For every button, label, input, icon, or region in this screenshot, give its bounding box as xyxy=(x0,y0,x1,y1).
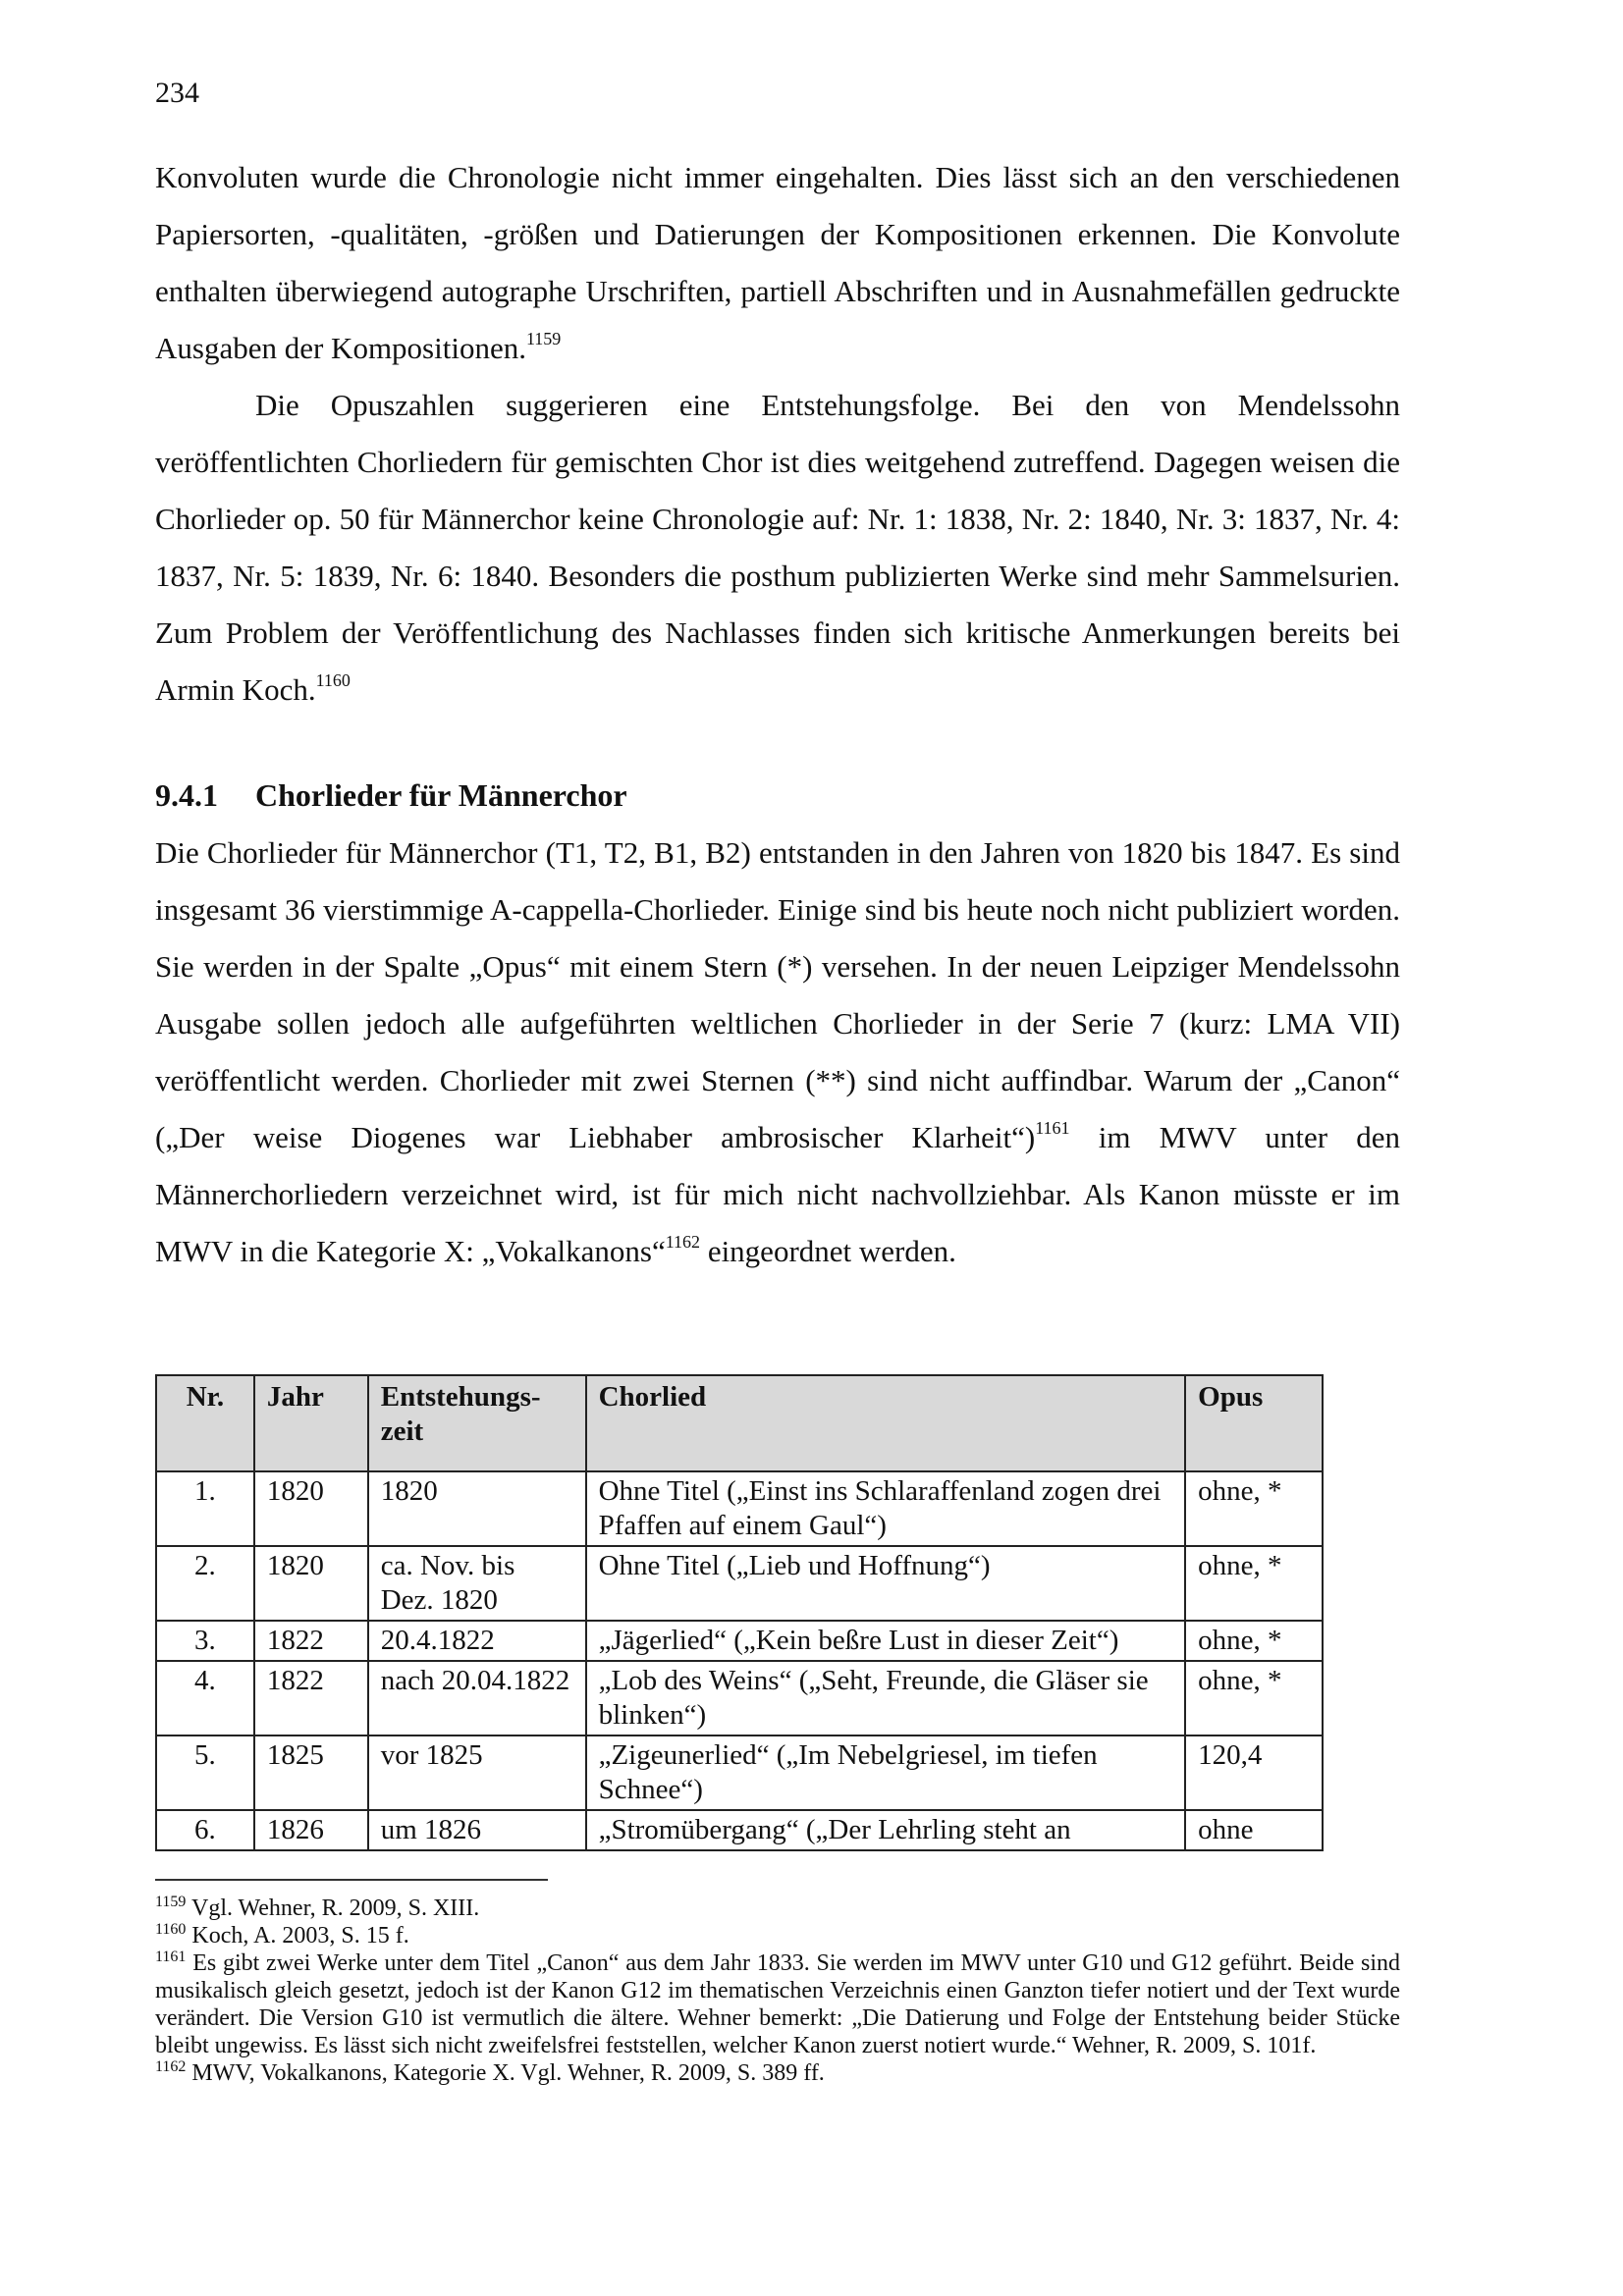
cell-zeit: 20.4.1822 xyxy=(368,1621,586,1661)
header-jahr: Jahr xyxy=(254,1375,368,1471)
cell-nr: 5. xyxy=(156,1735,254,1810)
cell-nr: 6. xyxy=(156,1810,254,1850)
cell-chorlied: Ohne Titel („Lieb und Hoffnung“) xyxy=(586,1546,1186,1621)
cell-chorlied: „Stromübergang“ („Der Lehrling steht an xyxy=(586,1810,1186,1850)
footnote-text: Es gibt zwei Werke unter dem Titel „Canon“ aus dem Jahr 1833. Sie werden im MWV unter G10 und G12 geführt. Beide sind musikalisch gleich gesetzt, jedoch ist der Kanon G12 im thematischen Verzeichnis einen Ganzton tiefer notiert und der Text wurde verändert. Die Version G10 ist vermutlich die ältere. Wehner bemerkt: „Die Datierung und Folge der Entstehung beider Stücke bleibt ungewiss. Es lässt sich nicht zweifelsfrei feststellen, welcher Kanon zuerst notiert wurde.“ Wehner, R. 2009, S. 101f. xyxy=(155,1950,1401,2058)
table-row xyxy=(156,1735,1323,1810)
footnote-ref-1159[interactable]: 1159 xyxy=(525,329,562,348)
cell-nr: 3. xyxy=(156,1621,254,1661)
cell-chorlied: „Lob des Weins“ („Seht, Freunde, die Gläser sie blinken“) xyxy=(586,1661,1186,1735)
section-body-part-c: eingeordnet werden. xyxy=(700,1234,956,1268)
header-opus: Opus xyxy=(1185,1375,1323,1471)
footnote-ref-1162[interactable]: 1162 xyxy=(665,1232,701,1252)
footnote-1162 xyxy=(155,2059,1400,2087)
cell-jahr: 1826 xyxy=(254,1810,368,1850)
cell-opus: ohne, * xyxy=(1185,1471,1323,1546)
paragraph-2-text: Die Opuszahlen suggerieren eine Entstehungsfolge. Bei den von Mendelssohn veröffentlichten Chorliedern für gemischten Chor ist dies weitgehend zutreffend. Dagegen weisen die Chorlieder op. 50 für Männerchor keine Chronologie auf: Nr. 1: 1838, Nr. 2: 1840, Nr. 3: 1837, Nr. 4: 1837, Nr. 5: 1839, Nr. 6: 1840. Besonders die posthum publizierten Werke sind mehr Sammelsurien. Zum Problem der Veröffentlichung des Nachlasses finden sich kritische Anmerkungen bereits bei Armin Koch. xyxy=(155,388,1400,707)
cell-jahr: 1825 xyxy=(254,1735,368,1810)
cell-zeit: ca. Nov. bis Dez. 1820 xyxy=(368,1546,586,1621)
footnote-1160 xyxy=(155,1922,1400,1949)
cell-opus: ohne, * xyxy=(1185,1661,1323,1735)
cell-zeit: nach 20.04.1822 xyxy=(368,1661,586,1735)
table-row xyxy=(156,1661,1323,1735)
section-paragraph xyxy=(155,825,1400,1280)
section-number: 9.4.1 xyxy=(155,777,218,813)
cell-chorlied: „Zigeunerlied“ („Im Nebelgriesel, im tiefen Schnee“) xyxy=(586,1735,1186,1810)
cell-nr: 2. xyxy=(156,1546,254,1621)
header-nr: Nr. xyxy=(156,1375,254,1471)
cell-opus: ohne xyxy=(1185,1810,1323,1850)
header-entstehungszeit: Entstehungs-zeit xyxy=(368,1375,586,1471)
table-row xyxy=(156,1810,1323,1850)
footnote-number: 1162 xyxy=(155,2058,187,2075)
cell-opus: ohne, * xyxy=(1185,1546,1323,1621)
cell-nr: 1. xyxy=(156,1471,254,1546)
cell-nr: 4. xyxy=(156,1661,254,1735)
footnote-ref-1161[interactable]: 1161 xyxy=(1035,1118,1070,1138)
paragraph-2 xyxy=(155,377,1400,719)
section-body-part-a: Die Chorlieder für Männerchor (T1, T2, B1, B2) entstanden in den Jahren von 1820 bis 1847. Es sind insgesamt 36 vierstimmige A-cappella-Chorlieder. Einige sind bis heute noch nicht publiziert worden. Sie werden in der Spalte „Opus“ mit einem Stern (*) versehen. In der neuen Leipziger Mendelssohn Ausgabe sollen jedoch alle aufgeführten weltlichen Chorlieder in der Serie 7 (kurz: LMA VII) veröffentlicht werden. Chorlieder mit zwei Sternen (**) sind nicht auffindbar. Warum der „Canon“ („Der weise Diogenes war Liebhaber ambrosischer Klarheit“) xyxy=(155,835,1400,1154)
table-row xyxy=(156,1471,1323,1546)
section-body xyxy=(155,825,1400,1280)
cell-zeit: 1820 xyxy=(368,1471,586,1546)
cell-chorlied: „Jägerlied“ („Kein beßre Lust in dieser Zeit“) xyxy=(586,1621,1186,1661)
footnotes xyxy=(155,1895,1400,2087)
footnote-number: 1159 xyxy=(155,1894,187,1910)
header-chorlied: Chorlied xyxy=(586,1375,1186,1471)
page-number: 234 xyxy=(155,77,199,109)
section-title: Chorlieder für Männerchor xyxy=(255,777,627,813)
footnote-text: MWV, Vokalkanons, Kategorie X. Vgl. Wehner, R. 2009, S. 389 ff. xyxy=(191,2060,825,2086)
cell-chorlied: Ohne Titel („Einst ins Schlaraffenland zogen drei Pfaffen auf einem Gaul“) xyxy=(586,1471,1186,1546)
footnote-number: 1161 xyxy=(155,1949,187,1965)
table-row xyxy=(156,1546,1323,1621)
cell-zeit: um 1826 xyxy=(368,1810,586,1850)
footnote-text: Koch, A. 2003, S. 15 f. xyxy=(191,1923,409,1949)
footnote-1161 xyxy=(155,1949,1400,2059)
paragraph-1-text: Konvoluten wurde die Chronologie nicht immer eingehalten. Dies lässt sich an den verschiedenen Papiersorten, -qualitäten, -größen und Datierungen der Kompositionen erkennen. Die Konvolute enthalten überwiegend autographe Urschriften, partiell Abschriften und in Ausnahmefällen gedruckte Ausgaben der Kompositionen. xyxy=(155,160,1400,365)
section-heading xyxy=(155,777,627,814)
cell-zeit: vor 1825 xyxy=(368,1735,586,1810)
intro-text xyxy=(155,149,1400,719)
cell-opus: ohne, * xyxy=(1185,1621,1323,1661)
table-row xyxy=(156,1621,1323,1661)
footnote-number: 1160 xyxy=(155,1921,187,1938)
choral-works-table xyxy=(155,1374,1324,1851)
cell-jahr: 1822 xyxy=(254,1621,368,1661)
footnote-ref-1160[interactable]: 1160 xyxy=(315,670,351,690)
cell-opus: 120,4 xyxy=(1185,1735,1323,1810)
footnote-divider xyxy=(155,1879,548,1881)
section-body-part-b: im MWV unter den Männerchorliedern verzeichnet wird, ist für mich nicht nachvollziehbar. Als Kanon müsste er im MWV in die Kategorie X: „Vokalkanons“ xyxy=(155,1120,1400,1268)
paragraph-1 xyxy=(155,149,1400,377)
table-header-row xyxy=(156,1375,1323,1471)
footnote-1159 xyxy=(155,1895,1400,1922)
cell-jahr: 1822 xyxy=(254,1661,368,1735)
footnote-text: Vgl. Wehner, R. 2009, S. XIII. xyxy=(190,1896,480,1921)
cell-jahr: 1820 xyxy=(254,1546,368,1621)
cell-jahr: 1820 xyxy=(254,1471,368,1546)
